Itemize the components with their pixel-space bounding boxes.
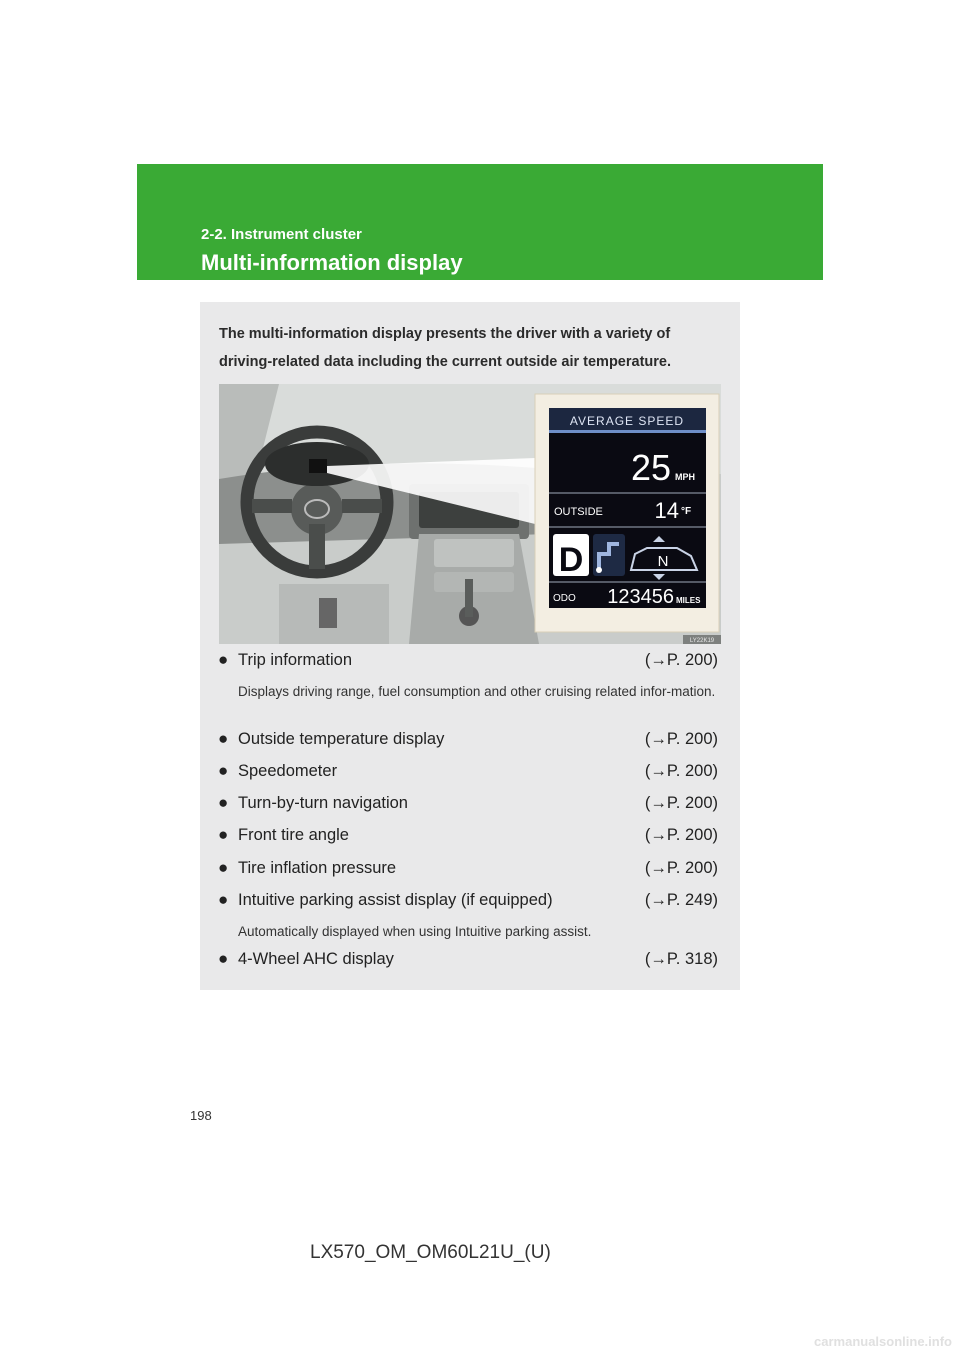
item-label: 4-Wheel AHC display — [238, 950, 394, 968]
list-item — [218, 793, 718, 819]
content-panel — [200, 302, 740, 990]
list-item — [218, 949, 718, 975]
item-label: Tire inflation pressure — [238, 859, 397, 877]
temp-value: 14 — [654, 498, 679, 523]
item-note: Displays driving range, fuel consumption and other cruising related infor-mation. — [238, 684, 716, 699]
page-reference: (→P. 200) — [644, 859, 718, 877]
speed-value: 25 — [630, 447, 671, 488]
page-reference: (→P. 200) — [644, 730, 718, 748]
dashboard-figure — [219, 384, 721, 644]
list-item — [218, 825, 718, 851]
list-item — [218, 729, 718, 755]
intro-text: The multi-information display presents the driver with a variety of driving-related data including the current outside air temperature. — [219, 326, 671, 370]
bullet-icon: ● — [218, 761, 229, 780]
bullet-icon: ● — [218, 793, 229, 812]
page-reference: (→P. 318) — [644, 950, 718, 968]
odo-label: ODO — [553, 593, 576, 604]
page-reference: (→P. 200) — [644, 762, 718, 780]
page-reference: (→P. 200) — [644, 826, 718, 844]
page-title: Multi-information display — [201, 250, 463, 275]
page-reference: (→P. 200) — [644, 794, 718, 812]
document-code: LX570_OM_OM60L21U_(U) — [310, 1242, 551, 1263]
bullet-icon: ● — [218, 890, 229, 909]
page-reference: (→P. 249) — [644, 891, 718, 909]
outside-label: OUTSIDE — [554, 506, 603, 518]
watermark: carmanualsonline.info — [814, 1334, 952, 1349]
dashboard-illustration — [219, 384, 721, 644]
page-number: 198 — [190, 1108, 212, 1123]
section-label: 2-2. Instrument cluster — [201, 226, 362, 243]
item-label: Speedometer — [238, 762, 338, 780]
bullet-icon: ● — [218, 650, 229, 669]
bullet-icon: ● — [218, 729, 229, 748]
bullet-icon: ● — [218, 858, 229, 877]
item-label: Outside temperature display — [238, 730, 445, 748]
bullet-icon: ● — [218, 825, 229, 844]
item-note: Automatically displayed when using Intuitive parking assist. — [238, 924, 592, 939]
page-reference: (→P. 200) — [644, 651, 718, 669]
list-item — [218, 650, 718, 676]
temp-unit: °F — [681, 506, 692, 517]
odo-unit: MILES — [676, 596, 701, 605]
item-label: Intuitive parking assist display (if equipped) — [238, 891, 553, 909]
odo-value: 123456 — [607, 586, 674, 608]
avg-speed-title: AVERAGE SPEED — [569, 414, 685, 428]
item-label: Turn-by-turn navigation — [238, 794, 408, 812]
list-item — [218, 858, 718, 884]
list-item — [218, 761, 718, 787]
speed-unit: MPH — [675, 472, 695, 482]
bullet-icon: ● — [218, 949, 229, 968]
figure-code: LY22K19 — [689, 638, 715, 644]
item-label: Trip information — [238, 651, 353, 669]
item-label: Front tire angle — [238, 826, 349, 844]
list-item — [218, 890, 718, 916]
gear-indicator: D — [558, 541, 584, 579]
section-header — [137, 164, 823, 280]
ahc-indicator: N — [657, 553, 669, 570]
